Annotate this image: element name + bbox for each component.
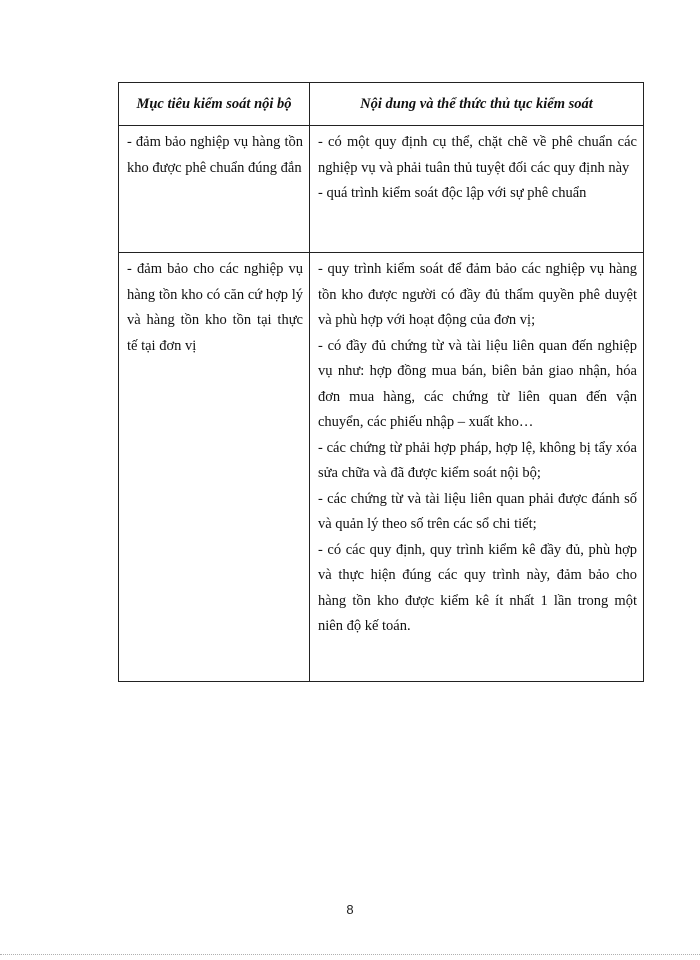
table-row (119, 126, 644, 253)
header-control-objective: Mục tiêu kiểm soát nội bộ (119, 83, 310, 126)
header-control-procedure: Nội dung và thể thức thủ tục kiểm soát (310, 83, 644, 126)
procedure-cell (310, 126, 644, 253)
page-bottom-edge (0, 954, 700, 955)
objective-cell (119, 253, 310, 682)
procedure-item: - quá trình kiểm soát độc lập với sự phê chuẩn (318, 185, 587, 201)
procedure-item: - quy trình kiểm soát để đảm bảo các nghiệp vụ hàng tồn kho được người có đầy đủ thẩm quyền phê duyệt và phù hợp với hoạt động của đơn vị; (318, 261, 637, 328)
procedure-item: - có các quy định, quy trình kiểm kê đầy đủ, phù hợp và thực hiện đúng các quy trình này, đảm bảo cho hàng tồn kho được kiểm kê ít nhất 1 lần trong một niên độ kế toán. (318, 541, 637, 634)
procedure-item: - các chứng từ và tài liệu liên quan phải được đánh số và quản lý theo số trên các sổ chi tiết; (318, 490, 637, 532)
procedure-item: - có đầy đủ chứng từ và tài liệu liên quan đến nghiệp vụ như: hợp đồng mua bán, biên bản giao nhận, hóa đơn mua hàng, các chứng từ liên quan đến vận chuyển, các phiếu nhập – xuất kho… (318, 337, 637, 430)
procedure-item: - các chứng từ phải hợp pháp, hợp lệ, không bị tẩy xóa sửa chữa và đã được kiểm soát nội bộ; (318, 439, 637, 481)
procedure-list (310, 126, 643, 213)
objective-text: - đảm bảo nghiệp vụ hàng tồn kho được phê chuẩn đúng đắn (127, 134, 303, 176)
internal-control-table (118, 82, 644, 682)
procedure-item: - có một quy định cụ thể, chặt chẽ về phê chuẩn các nghiệp vụ và phải tuân thủ tuyệt đối các quy định này (318, 134, 637, 176)
objective-cell (119, 126, 310, 253)
procedure-cell (310, 253, 644, 682)
objective-text: - đảm bảo cho các nghiệp vụ hàng tồn kho có căn cứ hợp lý và hàng tồn kho tồn tại thực tế tại đơn vị (127, 261, 303, 354)
page-number: 8 (346, 902, 354, 917)
table-header-row (119, 83, 644, 126)
table-row (119, 253, 644, 682)
procedure-list (310, 253, 643, 646)
